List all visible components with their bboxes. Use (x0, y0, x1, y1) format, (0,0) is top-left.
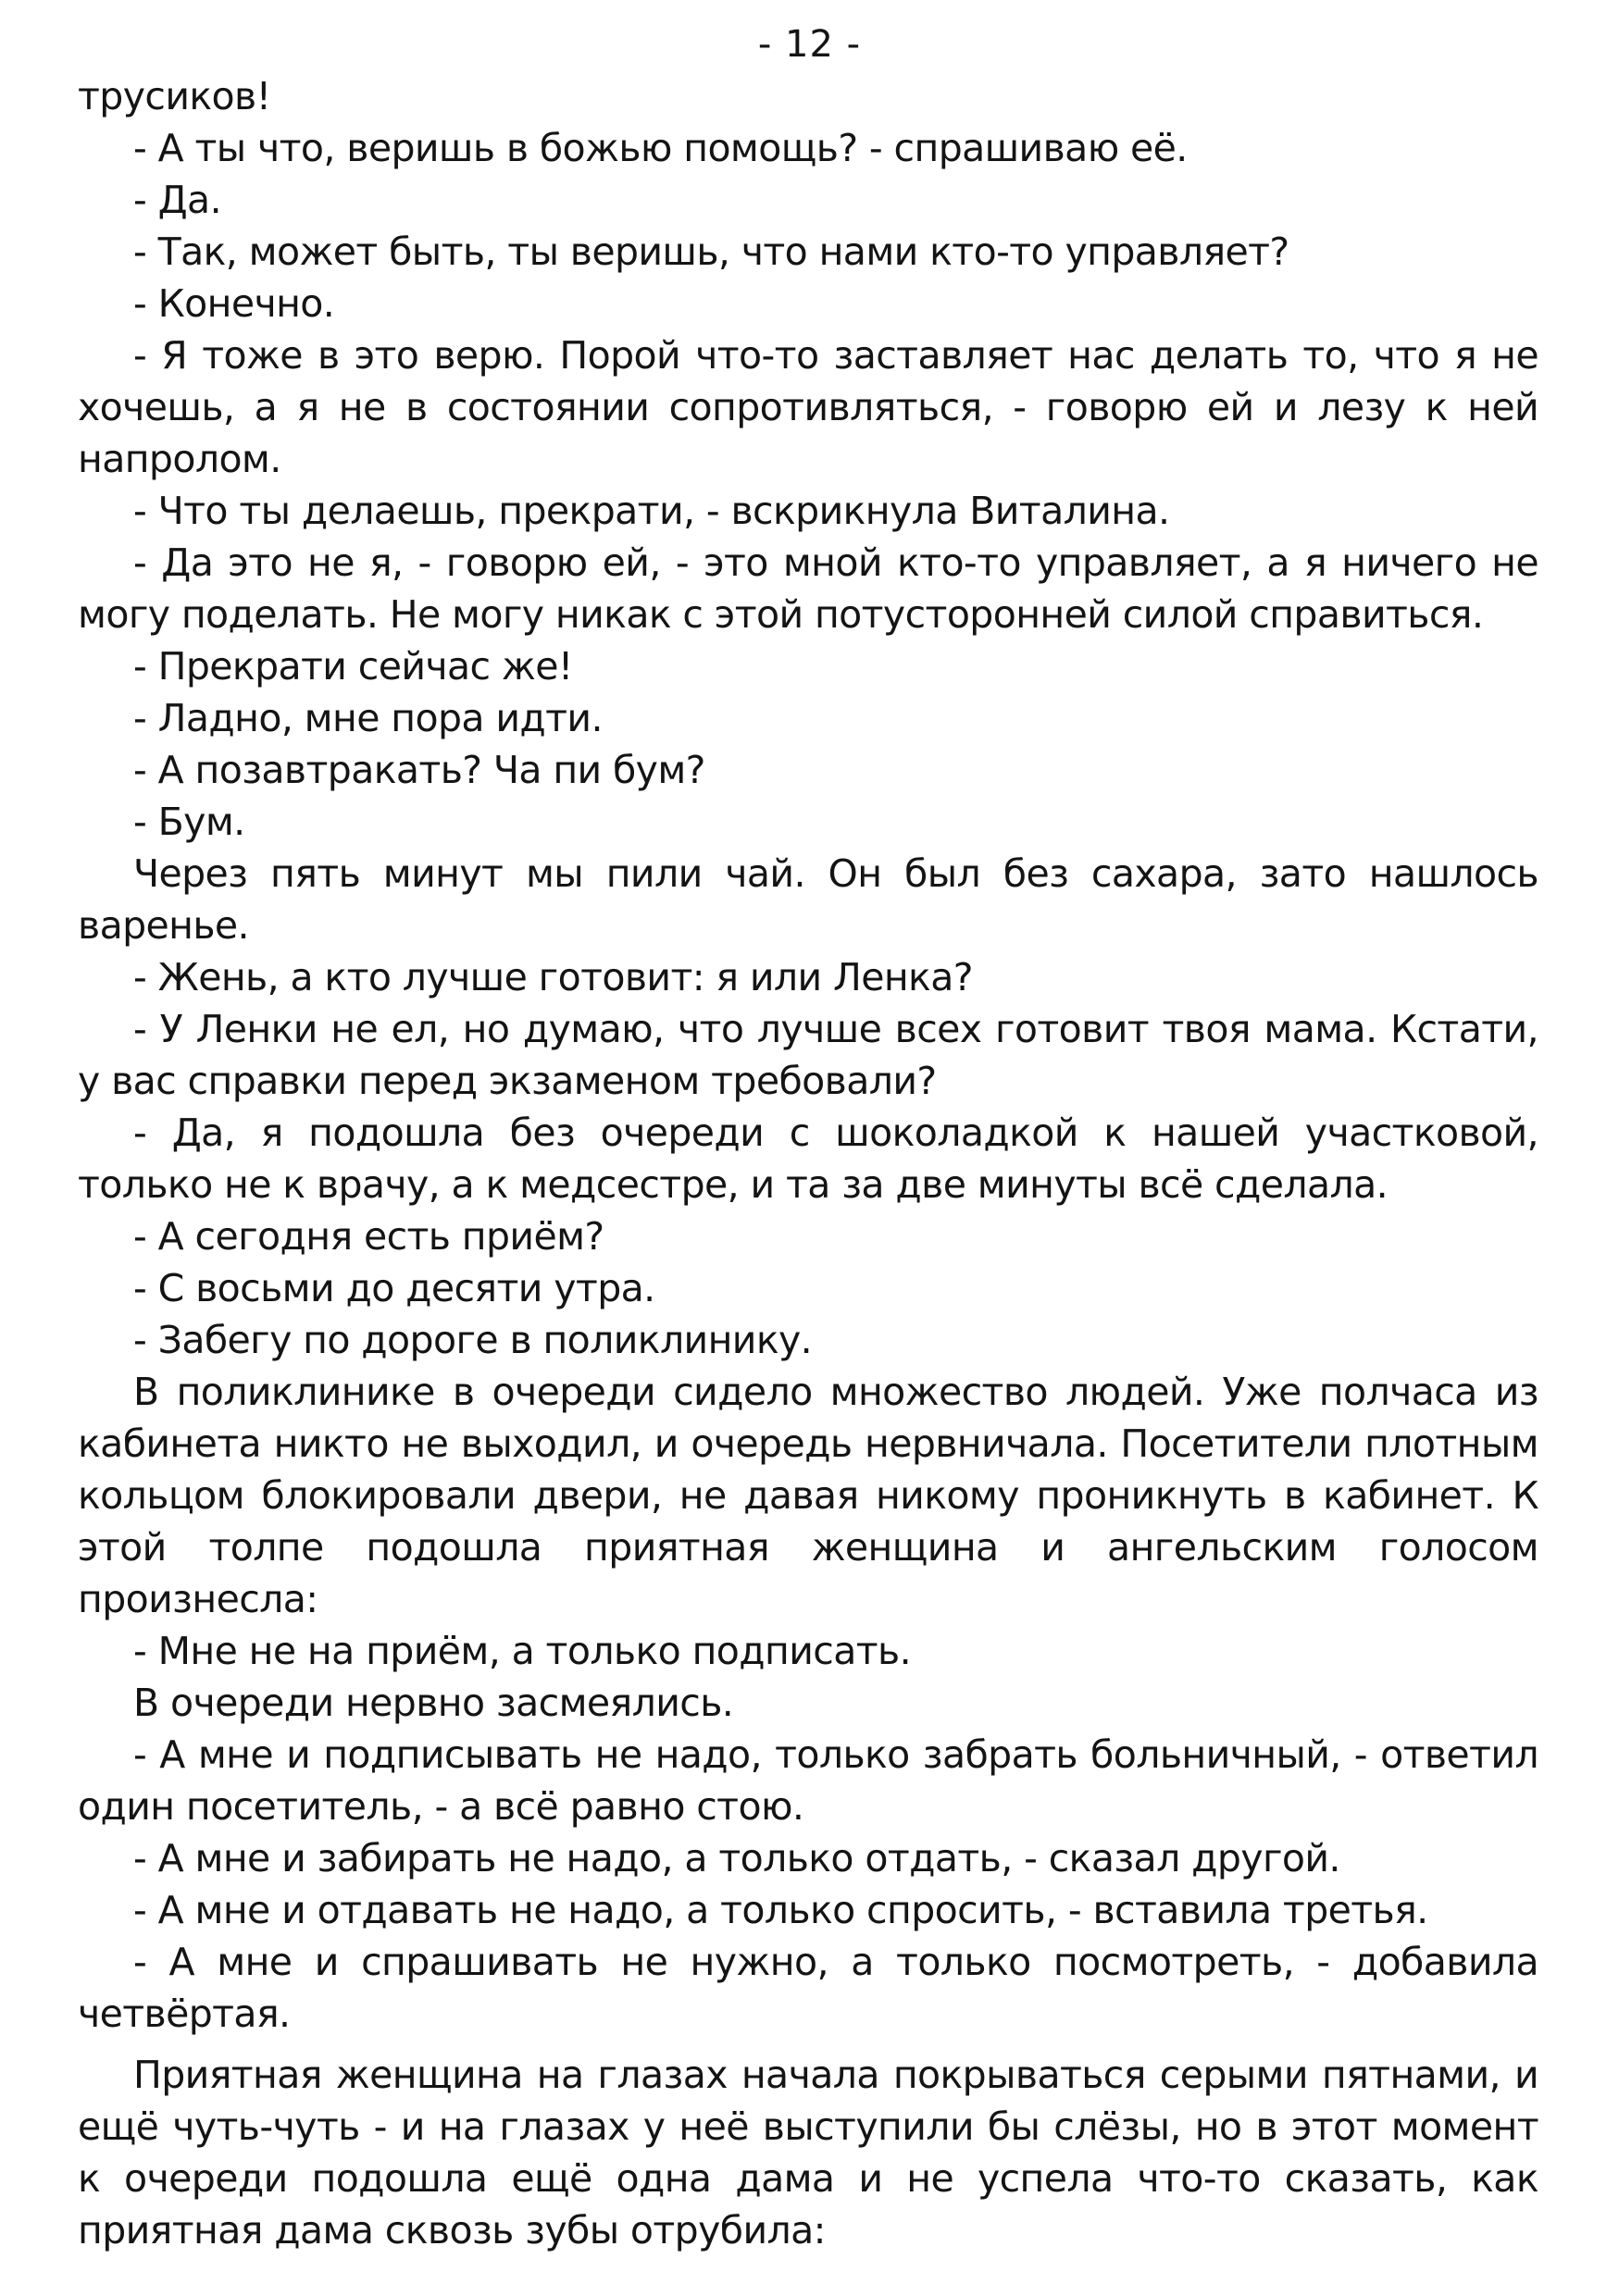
paragraph: - А мне и отдавать не надо, а только спросить, - вставила третья. (133, 1888, 1428, 1932)
paragraph: - Да это не я, - говорю ей, - это мной кто-то управляет, а я ничего не могу поделать. Не могу никак с этой потусторонней силой справиться. (78, 540, 1538, 637)
paragraph: - У Ленки не ел, но думаю, что лучше всех готовит твоя мама. Кстати, у вас справки перед экзаменом требовали? (78, 1007, 1538, 1103)
paragraph: - Да, я подошла без очереди с шоколадкой к нашей участковой, только не к врачу, а к медсестре, и та за две минуты всё сделала. (78, 1111, 1538, 1207)
paragraph: трусиков! (78, 74, 271, 118)
paragraph: - А сегодня есть приём? (133, 1214, 604, 1259)
paragraph: В поликлинике в очереди сидело множество людей. Уже полчаса из кабинета никто не выходил, и очередь нервничала. Посетители плотным кольцом блокировали двери, не давая никому проникнуть в кабинет. К этой толпе подошла приятная женщина и ангельским голосом произнесла: (78, 1370, 1538, 1621)
paragraph: Через пять минут мы пили чай. Он был без сахара, зато нашлось варенье. (78, 851, 1538, 948)
body-text (78, 70, 1538, 2256)
paragraph: - А позавтракать? Ча пи бум? (133, 748, 705, 792)
paragraph: - А мне и спрашивать не нужно, а только посмотреть, - добавила четвёртая. (78, 1940, 1538, 2036)
paragraph: - Ладно, мне пора идти. (133, 696, 603, 740)
paragraph: - Конечно. (133, 281, 335, 326)
paragraph: - Забегу по дороге в поликлинику. (133, 1318, 813, 1362)
paragraph: - А мне и забирать не надо, а только отдать, - сказал другой. (133, 1836, 1340, 1880)
paragraph: - А мне и подписывать не надо, только забрать больничный, - ответил один посетитель, - а всё равно стою. (78, 1732, 1538, 1829)
paragraph: - А ты что, веришь в божью помощь? - спрашиваю её. (133, 126, 1188, 170)
paragraph: - Да. (133, 178, 222, 222)
paragraph: - Жень, а кто лучше готовит: я или Ленка? (133, 955, 973, 999)
paragraph: - Я тоже в это верю. Порой что-то заставляет нас делать то, что я не хочешь, а я не в состоянии сопротивляться, - говорю ей и лезу к ней напролом. (78, 333, 1538, 481)
paragraph: - С восьми до десяти утра. (133, 1266, 655, 1310)
paragraph: - Что ты делаешь, прекрати, - вскрикнула Виталина. (133, 489, 1170, 533)
paragraph: Приятная женщина на глазах начала покрываться серыми пятнами, и ещё чуть-чуть - и на глазах у неё выступили бы слёзы, но в этот момент к очереди подошла ещё одна дама и не успела что-то сказать, как приятная дама сквозь зубы отрубила: (78, 2053, 1538, 2253)
paragraph: - Бум. (133, 800, 245, 844)
page-number: - 12 - (757, 23, 862, 66)
paragraph: - Так, может быть, ты веришь, что нами кто-то управляет? (133, 230, 1289, 274)
paragraph: - Прекрати сейчас же! (133, 644, 573, 689)
paragraph: В очереди нервно засмеялись. (133, 1681, 734, 1725)
paragraph: - Мне не на приём, а только подписать. (133, 1629, 912, 1673)
